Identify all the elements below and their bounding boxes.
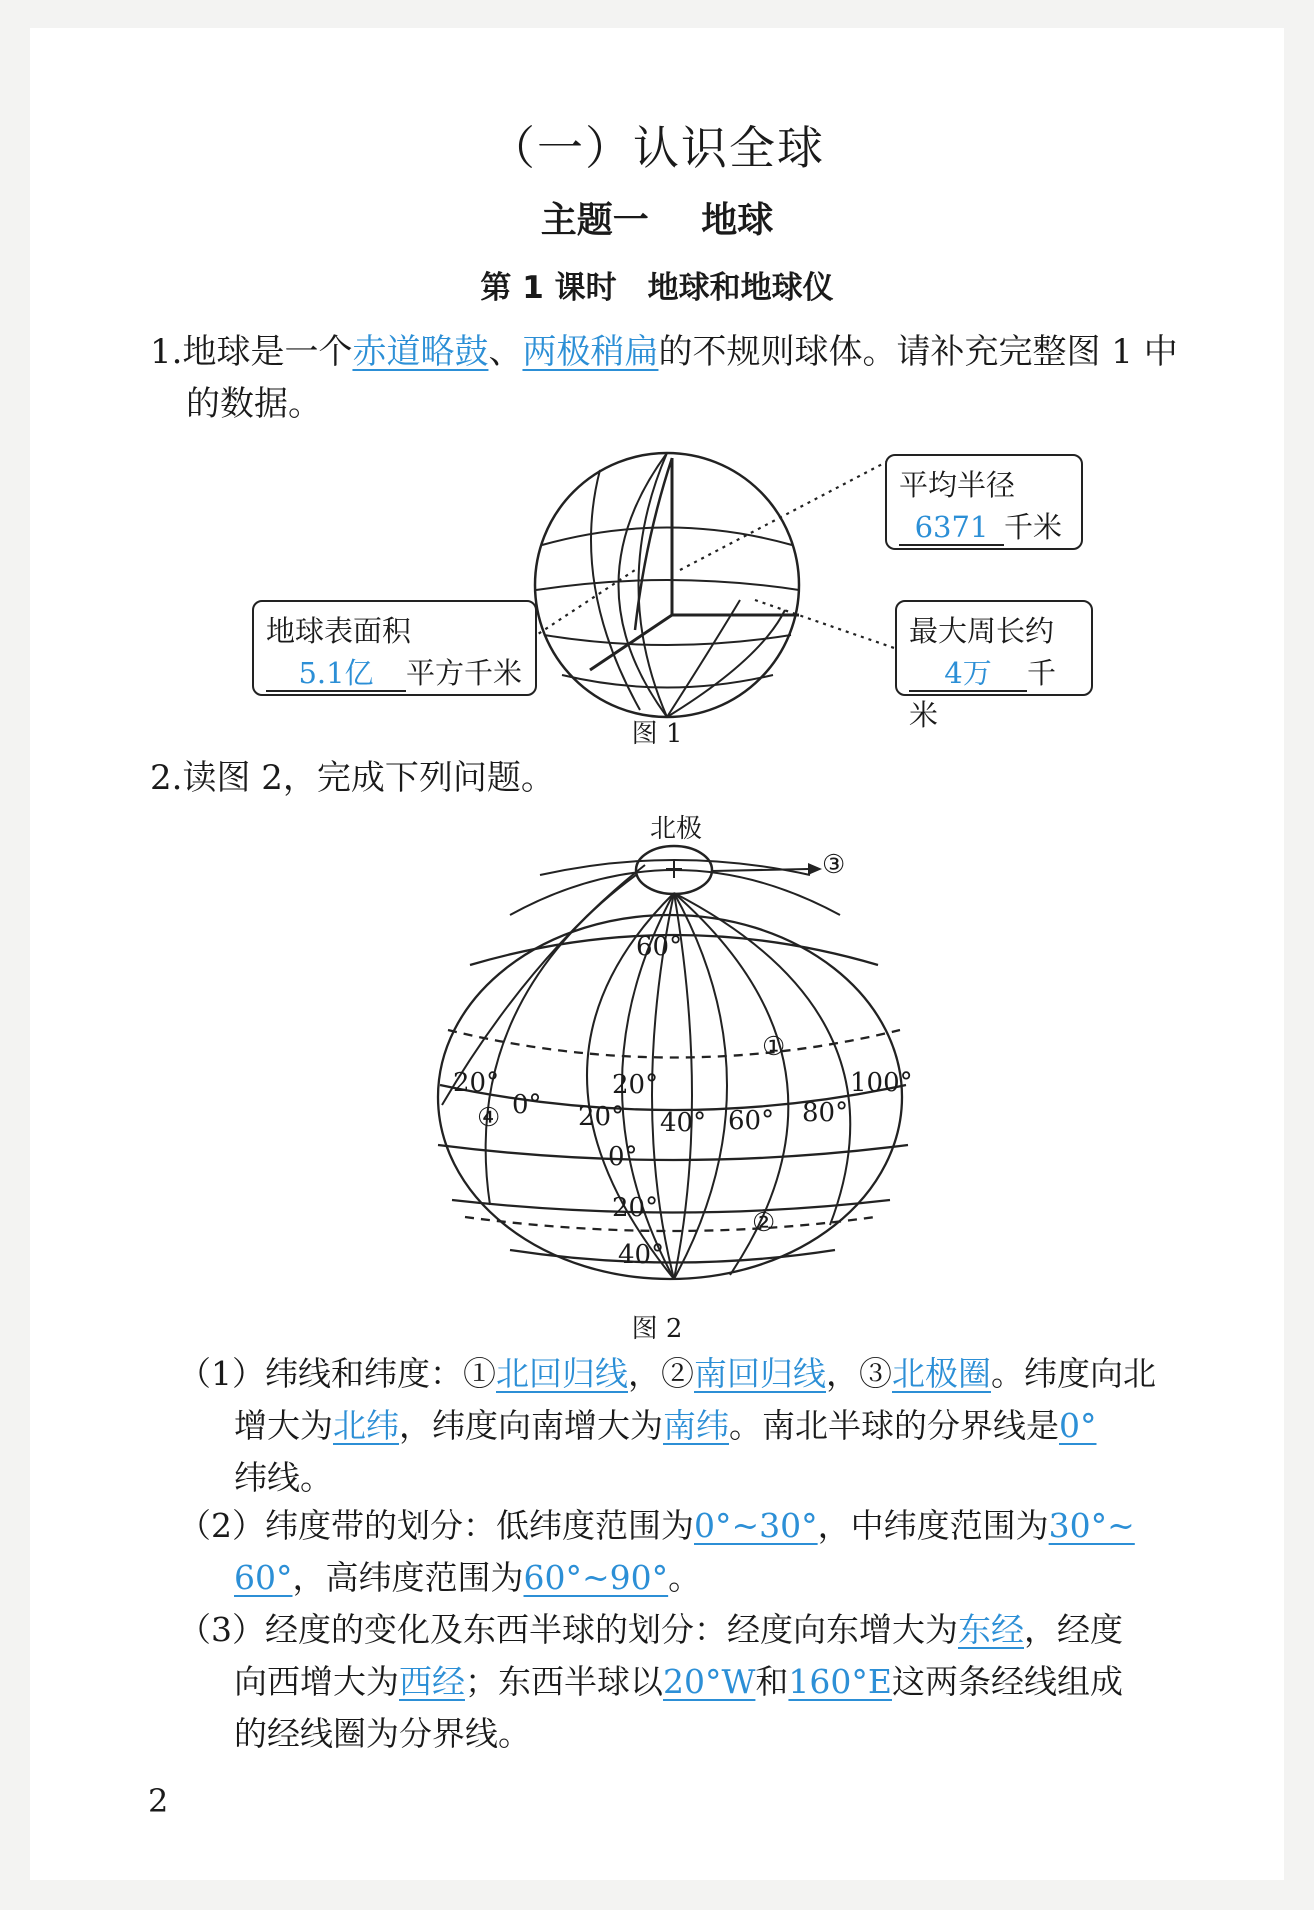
lon-0-label: 0° — [512, 1090, 542, 1120]
answer-equator: 赤道略鼓 — [352, 332, 489, 372]
marker-2: ② — [752, 1208, 776, 1238]
question-1: 1.地球是一个赤道略鼓、两极稍扁的不规则球体。请补充完整图 1 中 的数据。 — [150, 332, 1178, 424]
lesson-title: 第 1 课时 地球和地球仪 — [480, 270, 834, 306]
lat-40s-label: 40° — [618, 1240, 665, 1270]
topic-title: 主题一 地球 — [540, 200, 774, 241]
figure-2-globe — [430, 805, 920, 1295]
lon-100-label: 100° — [850, 1068, 913, 1098]
question-2: 2.读图 2，完成下列问题。 — [150, 758, 555, 798]
figure-1-caption: 图 1 — [631, 719, 683, 749]
marker-1: ① — [762, 1032, 786, 1062]
lat-60-label: 60° — [636, 932, 683, 962]
lat-0-label: 0° — [608, 1142, 638, 1172]
lon-80-label: 80° — [802, 1098, 849, 1128]
circumference-box: 最大周长约 4万 千米 — [895, 600, 1093, 696]
subq-2: （2）纬度带的划分：低纬度范围为0°~30°，中纬度范围为30°~ 60°，高纬度范围为60°~90°。 — [178, 1506, 1135, 1597]
radius-box: 平均半径 6371 千米 — [885, 454, 1083, 550]
subq-3: （3）经度的变化及东西半球的划分：经度向东增大为东经，经度 向西增大为西经；东西半球以20°W和160°E这两条经线组成 的经线圈为分界线。 — [178, 1610, 1123, 1753]
lat-20n-label: 20° — [612, 1070, 659, 1100]
subq-1: （1）纬线和纬度：①北回归线，②南回归线，③北极圈。纬度向北 增大为北纬，纬度向南增大为南纬。南北半球的分界线是0° 纬线。 — [178, 1354, 1156, 1497]
lon-40-label: 40° — [660, 1108, 707, 1138]
lat-20s-label: 20° — [612, 1193, 659, 1223]
lon-20e-label: 20° — [578, 1102, 625, 1132]
north-pole-label: 北极 — [650, 814, 703, 844]
surface-area-box: 地球表面积 5.1亿 平方千米 — [252, 600, 537, 696]
lon-60-label: 60° — [728, 1106, 775, 1136]
marker-4: ④ — [477, 1103, 501, 1133]
unit-title: （一）认识全球 — [489, 121, 825, 175]
page-number: 2 — [148, 1782, 169, 1820]
answer-poles: 两极稍扁 — [522, 332, 659, 372]
lon-20w-label: 20° — [453, 1068, 500, 1098]
marker-3: ③ — [822, 850, 846, 880]
figure-2-caption: 图 2 — [631, 1314, 683, 1344]
